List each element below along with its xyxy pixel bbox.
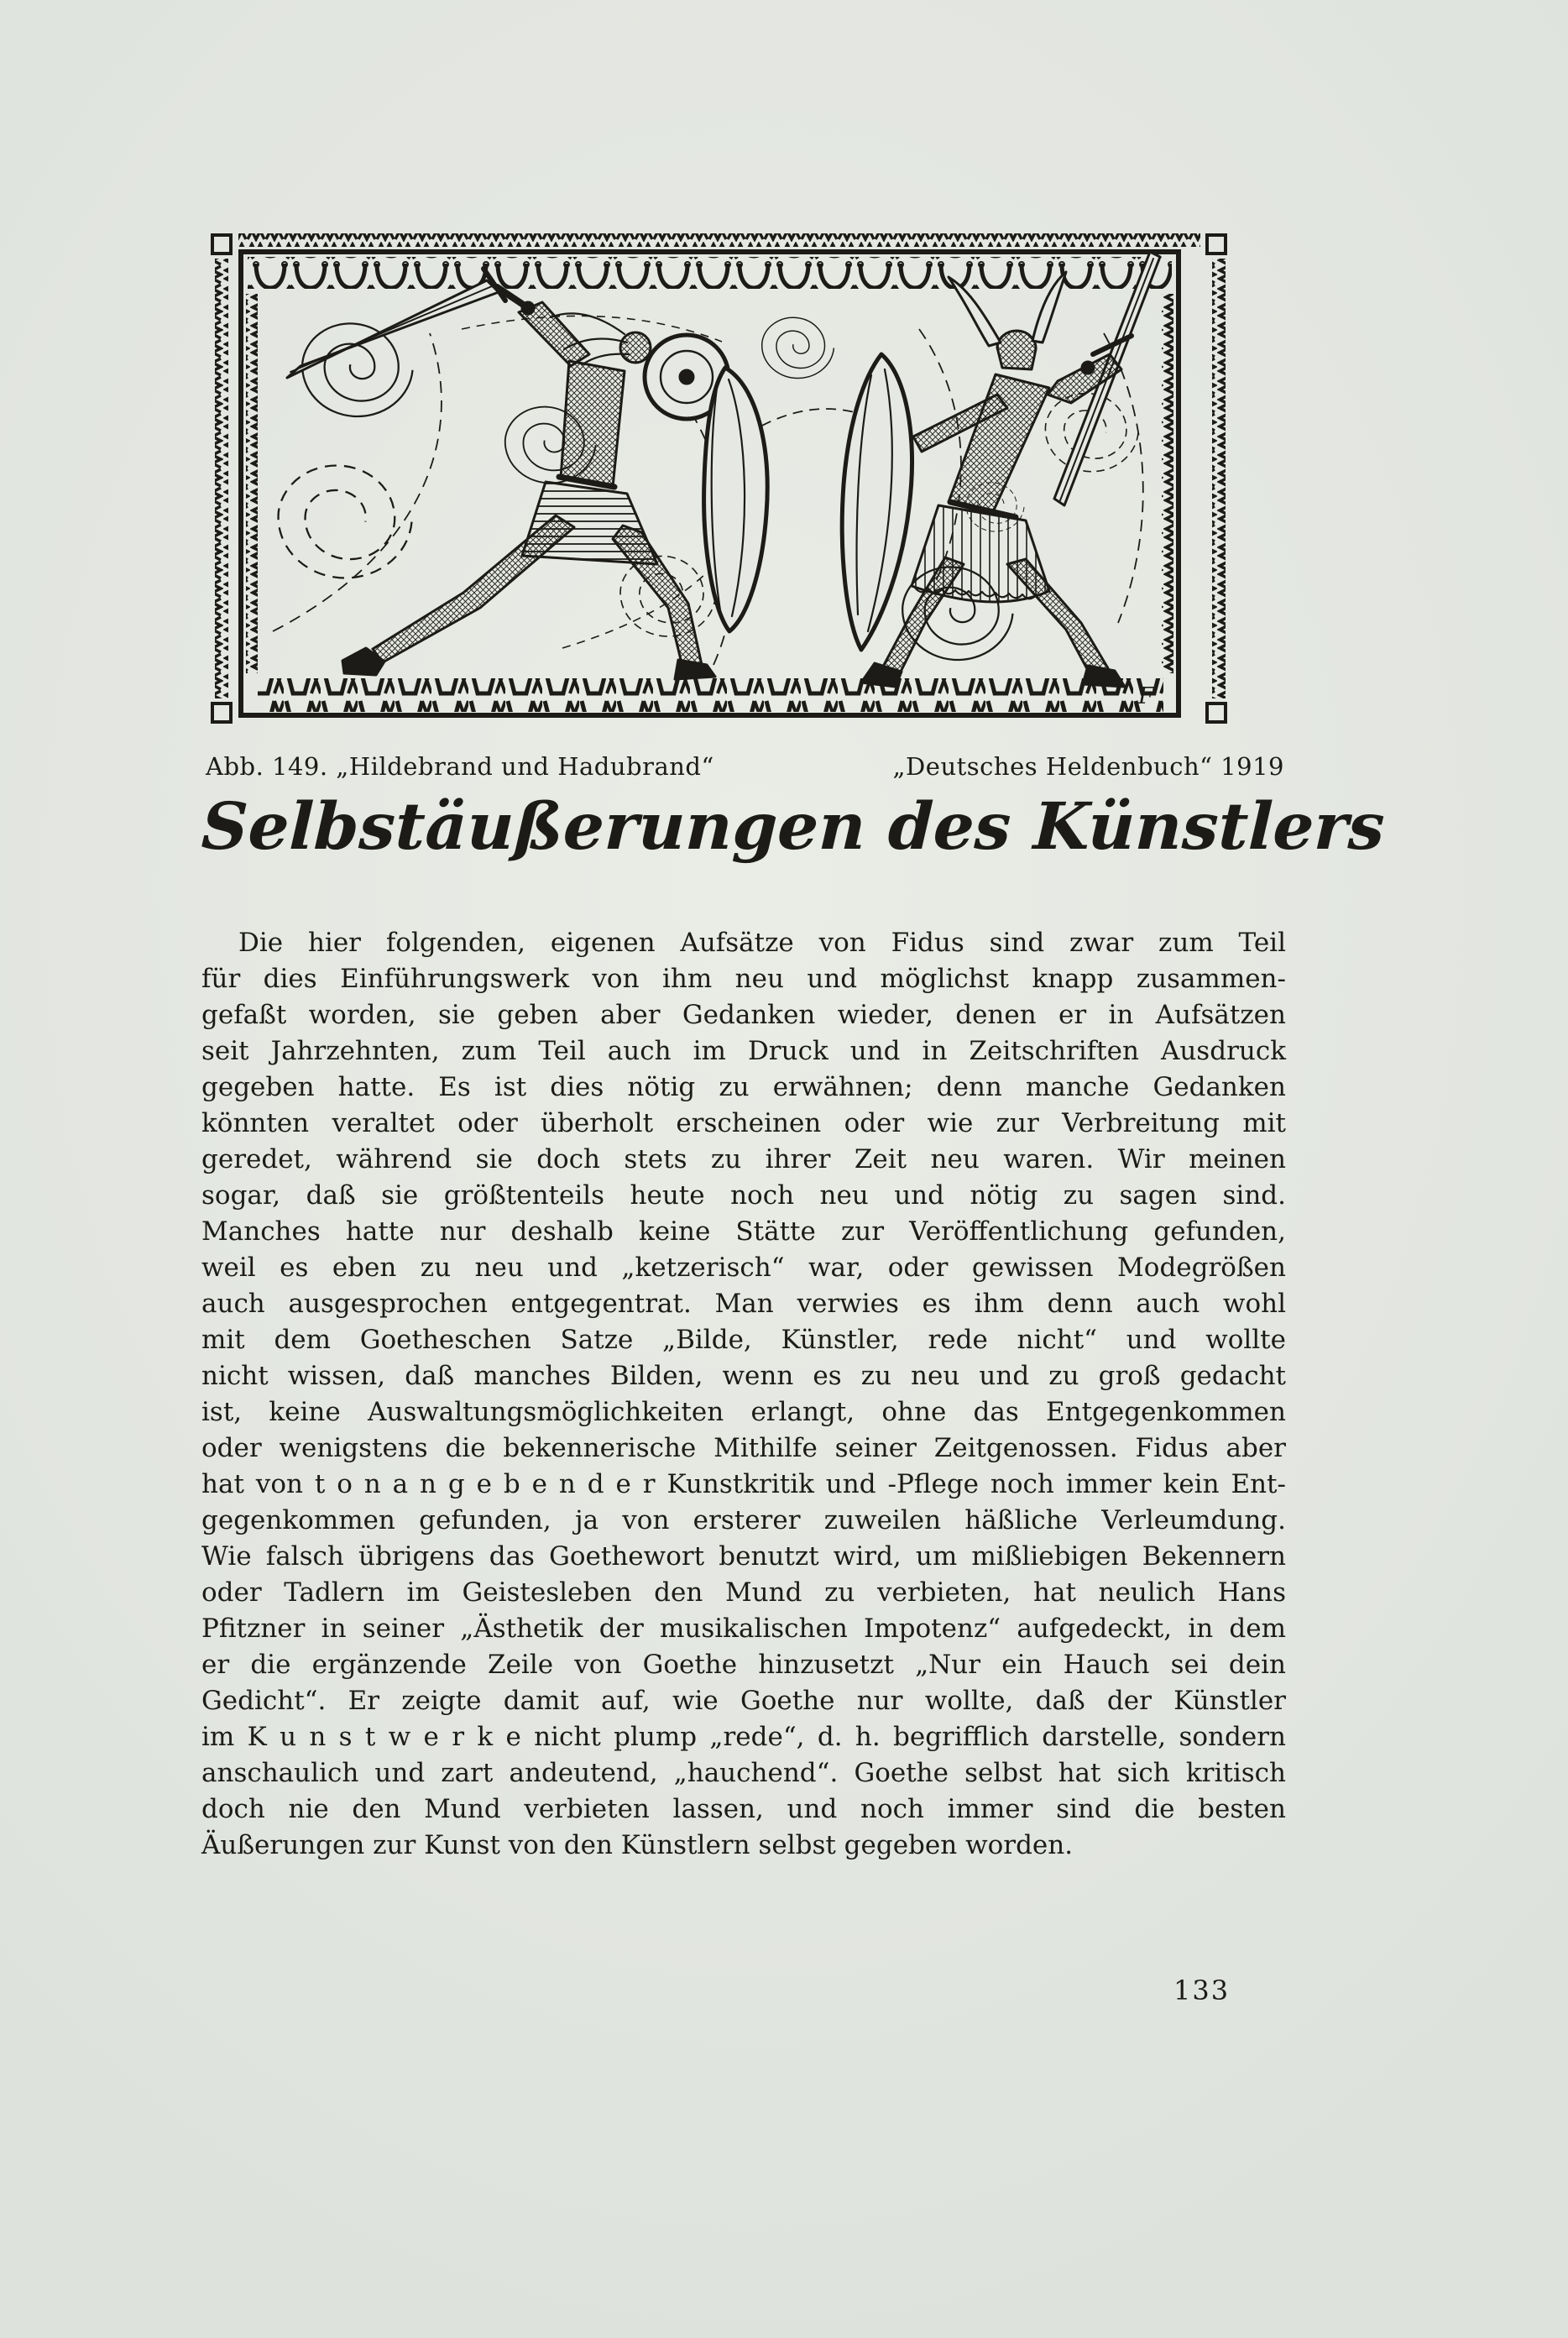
body-text-line: Äußerungen zur Kunst von den Künstlern selbst gegeben worden. [201, 1830, 1074, 1860]
body-text-line: hat von t o n a n g e b e n d e r Kunstkritik und -Pflege noch immer kein Ent- [201, 1469, 1286, 1499]
body-text-line: Gedicht“. Er zeigte damit auf, wie Goethe nur wollte, daß der Künstler [201, 1686, 1286, 1716]
figure-caption-right: „Deutsches Heldenbuch“ 1919 [892, 752, 1284, 781]
body-text-line: auch ausgesprochen entgegentrat. Man verwies es ihm denn auch wohl [201, 1289, 1286, 1319]
body-text-line: seit Jahrzehnten, zum Teil auch im Druck und in Zeitschriften Ausdruck [201, 1036, 1286, 1066]
body-text-line: gegenkommen gefunden, ja von ersterer zuweilen häßliche Verleumdung. [201, 1505, 1286, 1535]
body-text-line: weil es eben zu neu und „ketzerisch“ war, oder gewissen Modegrößen [201, 1253, 1286, 1283]
body-text-line: für dies Einführungswerk von ihm neu und möglichst knapp zusammen- [201, 964, 1286, 994]
body-text-line: oder wenigstens die bekennerische Mithilfe seiner Zeitgenossen. Fidus aber [201, 1433, 1286, 1463]
body-text-line: Pfitzner in seiner „Ästhetik der musikalischen Impotenz“ aufgedeckt, in dem [201, 1614, 1286, 1644]
body-text-line: könnten veraltet oder überholt erscheinen oder wie zur Verbreitung mit [201, 1108, 1286, 1138]
body-text-line: anschaulich und zart andeutend, „hauchend“. Goethe selbst hat sich kritisch [201, 1758, 1286, 1788]
warrior-left [287, 269, 767, 679]
body-text-line: sogar, daß sie größtenteils heute noch neu und nötig zu sagen sind. [201, 1180, 1286, 1211]
body-text-line: im K u n s t w e r k e nicht plump „rede“, d. h. begrifflich darstelle, sondern [201, 1722, 1286, 1752]
page-number: 133 [1173, 1974, 1231, 2006]
body-text-line: gefaßt worden, sie geben aber Gedanken wieder, denen er in Aufsätzen [201, 1000, 1286, 1030]
body-text [201, 925, 1286, 1864]
body-text-line: gegeben hatte. Es ist dies nötig zu erwähnen; denn manche Gedanken [201, 1072, 1286, 1102]
figure-caption-left: Abb. 149. „Hildebrand und Hadubrand“ [206, 752, 714, 781]
artist-monogram: F [1138, 683, 1154, 709]
figure-illustration [210, 228, 1232, 735]
body-text-line: mit dem Goetheschen Satze „Bilde, Künstler, rede nicht“ und wollte [201, 1325, 1286, 1355]
body-text-line: geredet, während sie doch stets zu ihrer Zeit neu waren. Wir meinen [201, 1144, 1286, 1174]
body-text-line: Manches hatte nur deshalb keine Stätte zur Veröffentlichung gefunden, [201, 1216, 1286, 1247]
body-text-line: oder Tadlern im Geistesleben den Mund zu verbieten, hat neulich Hans [201, 1577, 1286, 1608]
body-text-line: ist, keine Auswaltungsmöglichkeiten erlangt, ohne das Entgegenkommen [201, 1397, 1286, 1427]
body-text-line: Die hier folgenden, eigenen Aufsätze von Fidus sind zwar zum Teil [238, 928, 1286, 958]
chapter-title: Selbstäußerungen des Künstlers [200, 789, 1386, 865]
figure-caption [206, 752, 1284, 781]
body-text-line: nicht wissen, daß manches Bilden, wenn es zu neu und zu groß gedacht [201, 1361, 1286, 1391]
body-text-line: Wie falsch übrigens das Goethewort benutzt wird, um mißliebigen Bekennern [201, 1541, 1286, 1572]
body-text-line: doch nie den Mund verbieten lassen, und noch immer sind die besten [201, 1794, 1286, 1824]
body-text-line: er die ergänzende Zeile von Goethe hinzusetzt „Nur ein Hauch sei dein [201, 1650, 1286, 1680]
warrior-right [842, 252, 1160, 687]
